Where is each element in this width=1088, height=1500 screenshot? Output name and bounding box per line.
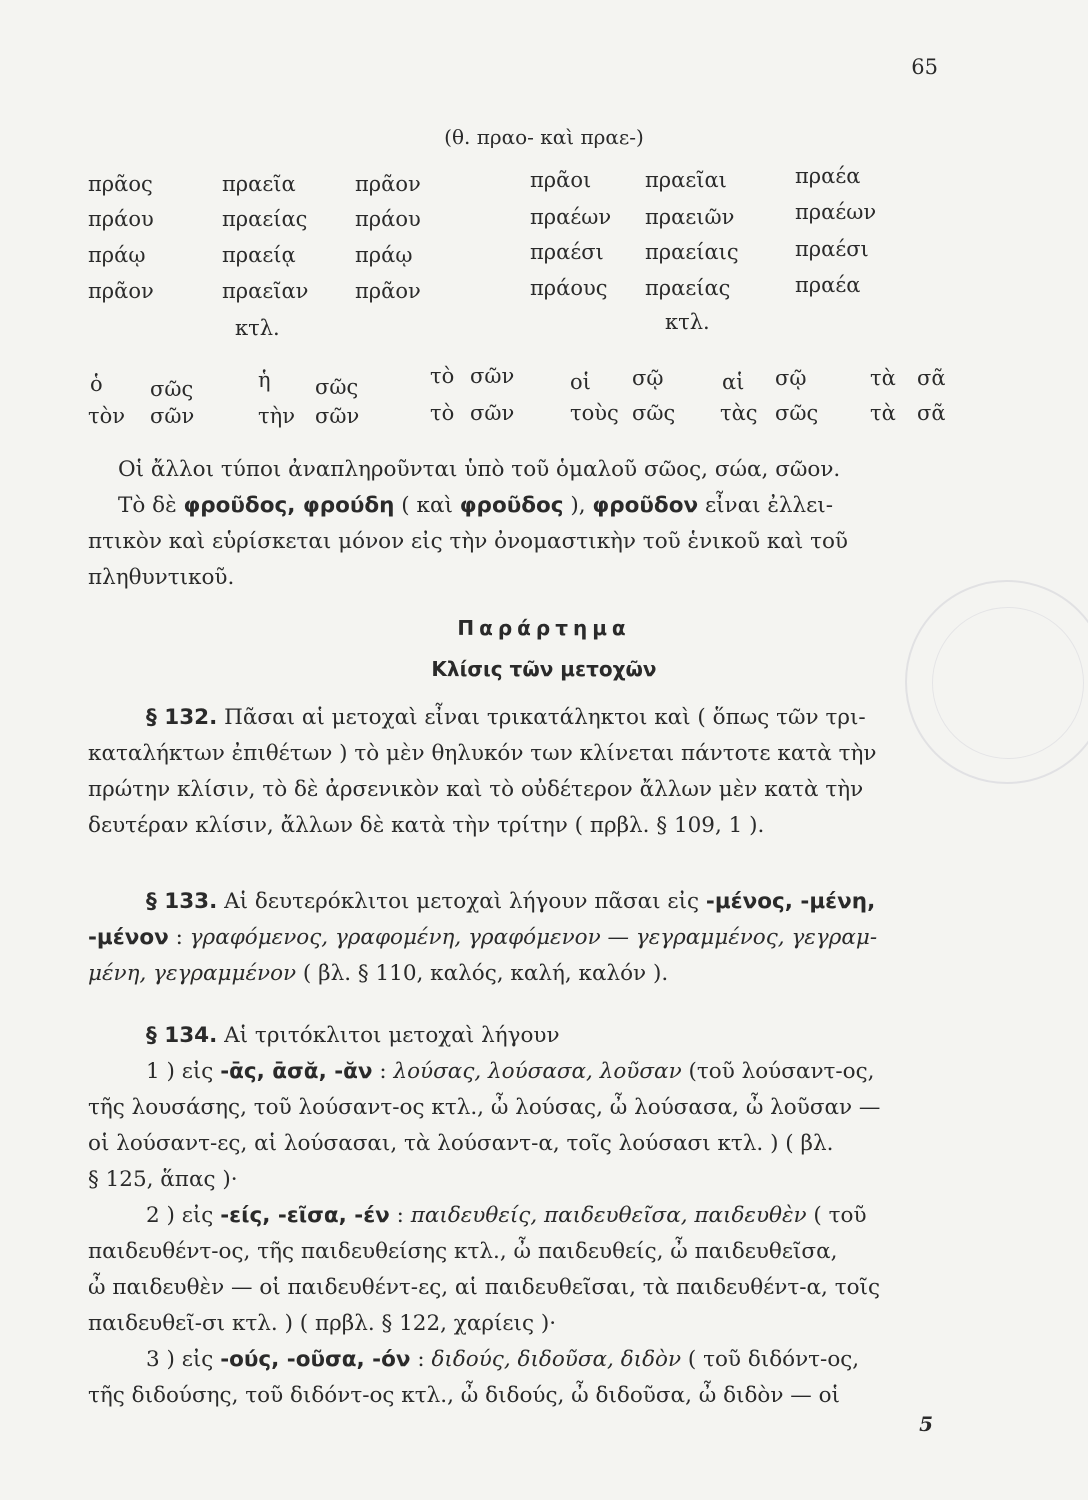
text-line: παιδευθεῖ-σι κτλ. ) ( πρβλ. § 122, χαρίεις )· <box>88 1311 557 1336</box>
table-cell: πραειῶν <box>645 205 735 229</box>
section-133 <box>88 884 948 992</box>
table-cell: τὸ <box>430 364 455 388</box>
text-run: ), <box>563 493 593 518</box>
text-line: τῆς λουσάσης, τοῦ λούσαντ-ος κτλ., ὦ λούσας, ὦ λούσασα, ὦ λοῦσαν — <box>88 1095 881 1120</box>
text-line <box>88 956 948 992</box>
table-cell: σᾶ <box>917 401 946 425</box>
section-number: § 133. <box>146 889 218 914</box>
bold-ending: -είς, -εῖσα, -έν <box>220 1203 390 1228</box>
etc-label: κτλ. <box>665 310 710 334</box>
section-132 <box>88 700 948 844</box>
table-cell: πράου <box>355 207 421 231</box>
table-cell: πραέα <box>795 164 861 188</box>
table-cell: πραέα <box>795 273 861 297</box>
paragraph-sos <box>88 452 948 596</box>
table-cell: πρᾶος <box>88 172 153 196</box>
table-cell: ἡ <box>258 368 271 392</box>
table-cell: τὰ <box>870 366 896 390</box>
text-run: : <box>168 925 190 950</box>
text-line <box>88 1054 948 1090</box>
section-number: § 134. <box>146 1023 218 1048</box>
text-run: εἶναι ἐλλει- <box>698 493 833 518</box>
text-line <box>88 884 948 920</box>
text-run: ( καὶ <box>394 493 460 518</box>
text-run: ( τοῦ <box>806 1203 867 1228</box>
table-cell: πραέων <box>795 200 877 224</box>
table-cell: πρᾶον <box>88 279 154 303</box>
bold-term: φροῦδος <box>459 493 564 518</box>
bold-term: φροῦδος, φρούδη <box>183 493 395 518</box>
table-cell: πραείᾳ <box>222 243 296 267</box>
appendix-subtitle: Κλίσις τῶν μετοχῶν <box>431 657 657 681</box>
text-line: οἱ λούσαντ-ες, αἱ λούσασαι, τὰ λούσαντ-α, τοῖς λούσασι κτλ. ) ( βλ. <box>88 1131 834 1156</box>
table-cell: σῶν <box>470 364 515 388</box>
text-run: Τὸ δὲ <box>118 493 184 518</box>
text-line: πρώτην κλίσιν, τὸ δὲ ἀρσενικὸν καὶ τὸ οὐδέτερον ἄλλων μὲν κατὰ τὴν <box>88 777 864 802</box>
table-cell: σῷ <box>632 366 664 390</box>
table-cell: πράου <box>88 207 154 231</box>
table-cell: τὰ <box>870 401 896 425</box>
text-line: § 125, ἅπας )· <box>88 1167 238 1192</box>
appendix-title: Παράρτημα <box>457 616 631 640</box>
italic-example: μένη, γεγραμμένον <box>88 961 297 986</box>
table-cell: τὸ <box>430 401 455 425</box>
text-line <box>88 700 948 736</box>
table-cell: πραέσι <box>795 237 869 261</box>
text-run: ( βλ. § 110, καλός, καλή, καλόν ). <box>296 961 669 986</box>
table-cell: τὴν <box>258 404 295 428</box>
text-run: 1 ) εἰς <box>146 1059 221 1084</box>
text-line <box>88 488 948 524</box>
italic-example: διδούς, διδοῦσα, διδὸν <box>431 1347 682 1372</box>
etc-label: κτλ. <box>235 316 280 340</box>
table-cell: αἱ <box>722 370 745 394</box>
bold-ending: -ούς, -οῦσα, -όν <box>220 1347 411 1372</box>
table-subheading: (θ. πραο- καὶ πραε-) <box>444 125 644 149</box>
text-line: πληθυντικοῦ. <box>88 565 235 590</box>
text-line <box>88 1018 948 1054</box>
table-cell: σῶν <box>315 404 360 428</box>
text-run: 2 ) εἰς <box>146 1203 221 1228</box>
text-line <box>88 1342 948 1378</box>
table-cell: πραέων <box>530 205 612 229</box>
table-cell: πράῳ <box>88 243 146 267</box>
text-line: Οἱ ἄλλοι τύποι ἀναπληροῦνται ὑπὸ τοῦ ὁμαλοῦ σῶος, σώα, σῶον. <box>118 457 841 482</box>
text-run: Πᾶσαι αἱ μετοχαὶ εἶναι τρικατάληκτοι καὶ ( ὅπως τῶν τρι- <box>217 705 866 730</box>
table-cell: πραείας <box>645 276 731 300</box>
bold-ending: -μένον <box>88 925 169 950</box>
table-cell: οἱ <box>570 370 591 394</box>
table-cell: πρᾶον <box>355 279 421 303</box>
signature-number: 5 <box>919 1412 933 1436</box>
text-line: πτικὸν καὶ εὑρίσκεται μόνον εἰς τὴν ὀνομαστικὴν τοῦ ἑνικοῦ καὶ τοῦ <box>88 529 848 554</box>
text-run: : <box>410 1347 432 1372</box>
text-run: Αἱ τριτόκλιτοι μετοχαὶ λήγουν <box>217 1023 560 1048</box>
bold-term: φροῦδον <box>592 493 699 518</box>
section-number: § 132. <box>146 705 218 730</box>
table-cell: τὰς <box>720 401 758 425</box>
text-line <box>88 920 948 956</box>
table-cell: πραεῖαν <box>222 279 309 303</box>
text-line <box>88 1198 948 1234</box>
text-run: ( τοῦ διδόντ-ος, <box>681 1347 860 1372</box>
text-line: τῆς διδούσης, τοῦ διδόντ-ος κτλ., ὦ διδούς, ὦ διδοῦσα, ὦ διδὸν — οἱ <box>88 1383 840 1408</box>
text-run: Αἱ δευτερόκλιτοι μετοχαὶ λήγουν πᾶσαι εἰς <box>217 889 706 914</box>
bold-ending: -μένος, -μένη, <box>705 889 876 914</box>
italic-example: λούσας, λούσασα, λοῦσαν <box>393 1059 682 1084</box>
text-line: ὦ παιδευθὲν — οἱ παιδευθέντ-ες, αἱ παιδευθεῖσαι, τὰ παιδευθέντ-α, τοῖς <box>88 1275 881 1300</box>
table-cell: τοὺς <box>570 401 619 425</box>
table-cell: πράῳ <box>355 243 413 267</box>
text-line: παιδευθέντ-ος, τῆς παιδευθείσης κτλ., ὦ παιδευθείς, ὦ παιδευθεῖσα, <box>88 1239 838 1264</box>
table-cell: σῷ <box>775 366 807 390</box>
table-cell: πρᾶον <box>355 172 421 196</box>
table-cell: πραεῖα <box>222 172 296 196</box>
table-cell: πράους <box>530 276 608 300</box>
text-run: : <box>372 1059 394 1084</box>
text-run: 3 ) εἰς <box>146 1347 221 1372</box>
table-cell: πραείας <box>222 207 308 231</box>
text-run: (τοῦ λούσαντ-ος, <box>681 1059 875 1084</box>
table-cell: σῶν <box>150 404 195 428</box>
table-cell: τὸν <box>88 404 126 428</box>
table-cell: πραεῖαι <box>645 168 727 192</box>
table-cell: σῶν <box>470 401 515 425</box>
text-line: καταλήκτων ἐπιθέτων ) τὸ μὲν θηλυκόν των κλίνεται πάντοτε κατὰ τὴν <box>88 741 877 766</box>
table-cell: πρᾶοι <box>530 168 592 192</box>
table-cell: πραείαις <box>645 240 739 264</box>
text-run: : <box>389 1203 411 1228</box>
italic-example: γραφόμενος, γραφομένη, γραφόμενον — γεγραμμένος, γεγραμ- <box>189 925 878 950</box>
page-number: 65 <box>911 55 938 79</box>
text-line: δευτέραν κλίσιν, ἄλλων δὲ κατὰ τὴν τρίτην ( πρβλ. § 109, 1 ). <box>88 813 765 838</box>
table-cell: ὁ <box>90 372 103 396</box>
table-cell: σῶς <box>315 375 359 399</box>
bold-ending: -ᾱς, ᾱσᾰ, -ᾰν <box>220 1059 373 1084</box>
italic-example: παιδευθείς, παιδευθεῖσα, παιδευθὲν <box>410 1203 807 1228</box>
table-cell: σῶς <box>775 401 819 425</box>
table-cell: σᾶ <box>917 366 946 390</box>
section-134 <box>88 1018 948 1414</box>
table-cell: σῶς <box>150 377 194 401</box>
table-cell: πραέσι <box>530 240 604 264</box>
table-cell: σῶς <box>632 401 676 425</box>
